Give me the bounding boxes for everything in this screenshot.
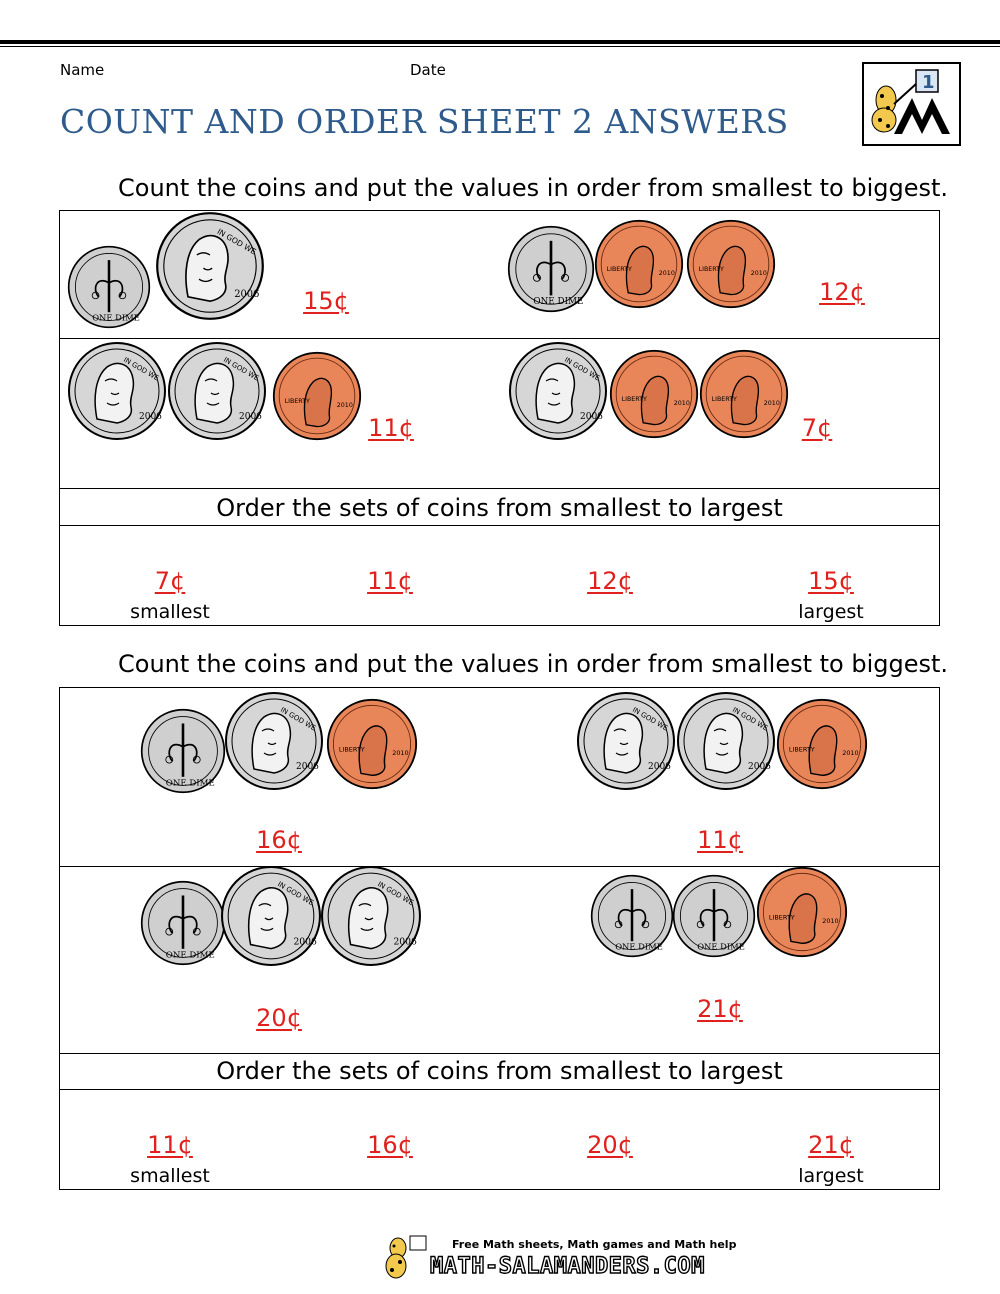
- answer-value: 12¢: [819, 278, 865, 306]
- divider: [60, 1053, 939, 1054]
- date-label: Date: [410, 61, 446, 79]
- order-heading: Order the sets of coins from smallest to largest: [216, 1057, 783, 1085]
- answer-value: 16¢: [256, 826, 302, 854]
- salamander-logo-icon: [864, 64, 959, 144]
- penny-coin-icon: [594, 219, 684, 309]
- penny-coin-icon: [272, 351, 362, 441]
- largest-label: largest: [798, 1165, 864, 1187]
- dime-coin-icon: [140, 880, 226, 966]
- answer-value: 11¢: [697, 826, 743, 854]
- top-rule-thin: [0, 46, 1000, 47]
- penny-coin-icon: [699, 349, 789, 439]
- penny-coin-icon: [609, 349, 699, 439]
- order-value: 7¢: [154, 567, 186, 595]
- dime-coin-icon: [507, 225, 595, 313]
- divider: [60, 488, 939, 489]
- dime-coin-icon: [140, 708, 226, 794]
- section1-instruction: Count the coins and put the values in order from smallest to biggest.: [118, 174, 949, 202]
- order-value: 21¢: [808, 1131, 854, 1159]
- nickel-coin-icon: [576, 691, 676, 791]
- dime-coin-icon: [672, 874, 756, 958]
- nickel-coin-icon: [167, 341, 267, 441]
- nickel-coin-icon: [676, 691, 776, 791]
- largest-label: largest: [798, 601, 864, 623]
- grade-logo: [862, 62, 961, 146]
- logo-badge: 1: [922, 72, 935, 93]
- page-title: COUNT AND ORDER SHEET 2 ANSWERS: [60, 102, 789, 141]
- penny-coin-icon: [776, 698, 868, 790]
- divider: [60, 525, 939, 526]
- order-heading: Order the sets of coins from smallest to largest: [216, 494, 783, 522]
- section2-box: [59, 687, 940, 1190]
- penny-coin-icon: [326, 698, 418, 790]
- order-value: 20¢: [587, 1131, 633, 1159]
- answer-value: 15¢: [303, 287, 349, 315]
- section1-box: [59, 210, 940, 626]
- smallest-label: smallest: [130, 1165, 210, 1187]
- order-value: 11¢: [367, 567, 413, 595]
- answer-value: 21¢: [697, 995, 743, 1023]
- order-value: 11¢: [147, 1131, 193, 1159]
- dime-coin-icon: [590, 874, 674, 958]
- answer-value: 20¢: [256, 1004, 302, 1032]
- penny-coin-icon: [686, 219, 776, 309]
- footer-logo[interactable]: [380, 1228, 737, 1284]
- nickel-coin-icon: [67, 341, 167, 441]
- salamander-icon: [380, 1234, 428, 1282]
- section2-instruction: Count the coins and put the values in order from smallest to biggest.: [118, 650, 949, 678]
- nickel-coin-icon: [320, 865, 422, 967]
- order-value: 16¢: [367, 1131, 413, 1159]
- footer-site-link[interactable]: MATH-SALAMANDERS.COM: [430, 1254, 705, 1279]
- nickel-coin-icon: [508, 341, 608, 441]
- divider: [60, 1089, 939, 1090]
- order-value: 12¢: [587, 567, 633, 595]
- answer-value: 7¢: [801, 414, 833, 442]
- penny-coin-icon: [756, 866, 848, 958]
- nickel-coin-icon: [220, 865, 322, 967]
- answer-value: 11¢: [368, 414, 414, 442]
- name-label: Name: [60, 61, 105, 79]
- smallest-label: smallest: [130, 601, 210, 623]
- divider: [60, 338, 939, 339]
- dime-coin-icon: [67, 245, 151, 329]
- footer-tagline: Free Math sheets, Math games and Math help: [452, 1238, 737, 1251]
- top-rule-thick: [0, 40, 1000, 44]
- order-value: 15¢: [808, 567, 854, 595]
- nickel-coin-icon: [224, 691, 324, 791]
- nickel-coin-icon: [155, 211, 265, 321]
